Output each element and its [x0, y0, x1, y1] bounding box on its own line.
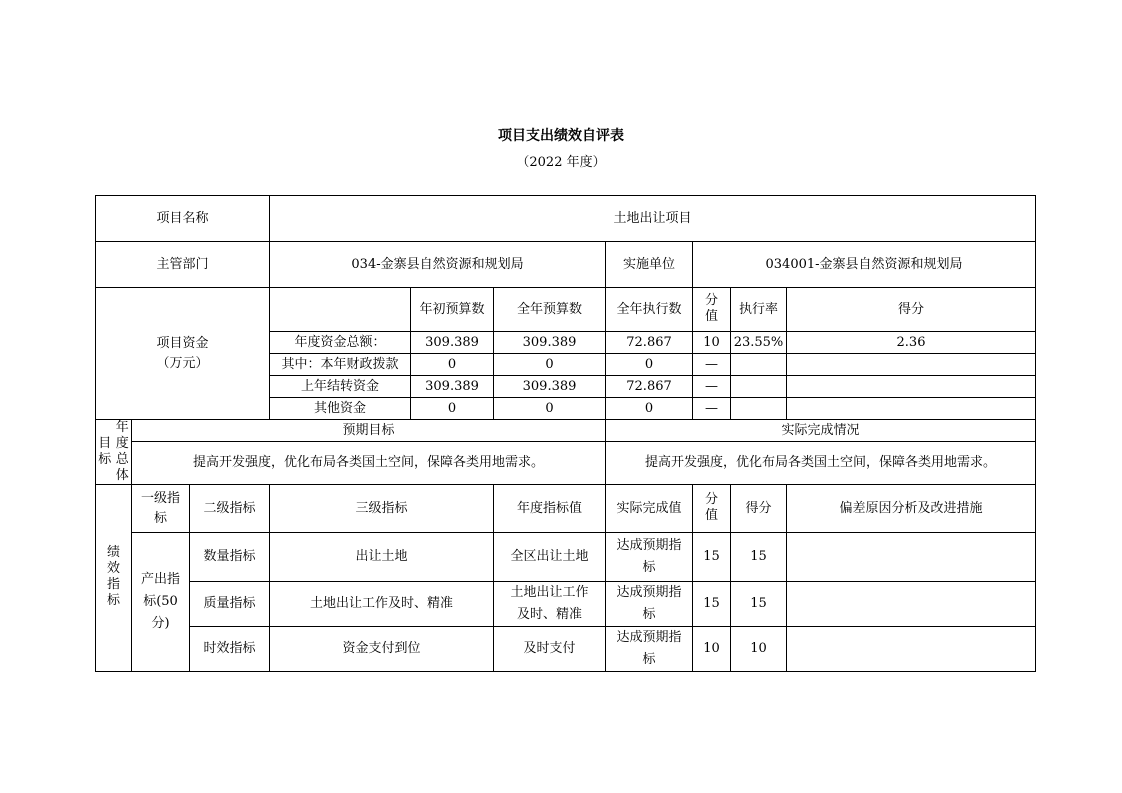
funds-row-initial: 309.389 [411, 376, 494, 398]
funds-row-executed: 72.867 [606, 332, 693, 354]
self-evaluation-table [95, 195, 1036, 672]
perf-row-level2: 质量指标 [190, 582, 270, 627]
funds-header-executed: 全年执行数 [606, 288, 693, 332]
perf-header-score-value: 分值 [693, 485, 731, 533]
funds-label [96, 288, 270, 420]
funds-row-score [787, 398, 1036, 420]
funds-row-initial: 0 [411, 354, 494, 376]
perf-row-remarks [787, 533, 1036, 582]
goals-inner-label: 年度总体 [115, 420, 129, 483]
funds-header-score: 得分 [787, 288, 1036, 332]
funds-row-annual: 309.389 [494, 376, 606, 398]
perf-header-level1: 一级指标 [132, 485, 190, 533]
funds-row-score-value: 10 [693, 332, 731, 354]
goals-expected-header: 预期目标 [132, 420, 606, 442]
goals-actual-header: 实际完成情况 [606, 420, 1036, 442]
perf-row-target: 及时支付 [494, 627, 606, 672]
funds-row-label: 其中：本年财政拨款 [270, 354, 411, 376]
funds-row-label: 其他资金 [270, 398, 411, 420]
funds-row-exec-rate [731, 398, 787, 420]
funds-row-initial: 0 [411, 398, 494, 420]
funds-header-blank [270, 288, 411, 332]
goals-row [96, 442, 1036, 485]
project-name-row [96, 196, 1036, 242]
perf-row-target: 土地出让工作及时、精准 [494, 582, 606, 627]
department-value: 034-金寨县自然资源和规划局 [270, 242, 606, 288]
perf-header-target: 年度指标值 [494, 485, 606, 533]
goals-actual: 提高开发强度，优化布局各类国土空间，保障各类用地需求。 [606, 442, 1036, 485]
funds-row-exec-rate: 23.55% [731, 332, 787, 354]
perf-label: 绩效指标 [96, 485, 132, 672]
funds-header-annual: 全年预算数 [494, 288, 606, 332]
funds-row-executed: 72.867 [606, 376, 693, 398]
funds-label-text: 项目资金 [156, 335, 209, 351]
funds-header-initial: 年初预算数 [411, 288, 494, 332]
perf-level1-output: 产出指标(50分) [132, 533, 190, 672]
perf-row-level3: 出让土地 [270, 533, 494, 582]
funds-row-annual: 0 [494, 398, 606, 420]
funds-row-executed: 0 [606, 398, 693, 420]
funds-row-score-value: — [693, 354, 731, 376]
perf-row-actual: 达成预期指标 [606, 582, 693, 627]
funds-row-label: 上年结转资金 [270, 376, 411, 398]
project-name-label: 项目名称 [96, 196, 270, 242]
goals-labels [96, 420, 132, 485]
funds-row-score: 2.36 [787, 332, 1036, 354]
perf-row-score: 15 [731, 582, 787, 627]
funds-row-executed: 0 [606, 354, 693, 376]
perf-header-level3: 三级指标 [270, 485, 494, 533]
perf-row [96, 582, 1036, 627]
perf-row-level3: 土地出让工作及时、精准 [270, 582, 494, 627]
perf-row [96, 533, 1036, 582]
perf-row-actual: 达成预期指标 [606, 533, 693, 582]
unit-label: 实施单位 [606, 242, 693, 288]
perf-row-level2: 数量指标 [190, 533, 270, 582]
goals-expected: 提高开发强度，优化布局各类国土空间，保障各类用地需求。 [132, 442, 606, 485]
funds-label-unit: （万元） [156, 355, 209, 371]
perf-header-actual: 实际完成值 [606, 485, 693, 533]
project-name-value: 土地出让项目 [270, 196, 1036, 242]
department-label: 主管部门 [96, 242, 270, 288]
perf-row-score-value: 15 [693, 582, 731, 627]
perf-row-level2: 时效指标 [190, 627, 270, 672]
funds-row-score [787, 376, 1036, 398]
funds-row-exec-rate [731, 354, 787, 376]
perf-header-level2: 二级指标 [190, 485, 270, 533]
perf-row-target: 全区出让土地 [494, 533, 606, 582]
funds-row-initial: 309.389 [411, 332, 494, 354]
perf-row-remarks [787, 582, 1036, 627]
page-subtitle: （2022 年度） [516, 155, 606, 170]
perf-row-score: 10 [731, 627, 787, 672]
perf-row-score-value: 10 [693, 627, 731, 672]
funds-row-annual: 0 [494, 354, 606, 376]
page-title: 项目支出绩效自评表 [498, 128, 624, 144]
perf-row-actual: 达成预期指标 [606, 627, 693, 672]
perf-row-level3: 资金支付到位 [270, 627, 494, 672]
goals-outer-label: 目标 [98, 436, 112, 467]
funds-row-score-value: — [693, 376, 731, 398]
perf-row-remarks [787, 627, 1036, 672]
funds-header-score-value: 分值 [693, 288, 731, 332]
funds-header-exec-rate: 执行率 [731, 288, 787, 332]
goals-header-row [96, 420, 1036, 442]
perf-row-score-value: 15 [693, 533, 731, 582]
unit-value: 034001-金寨县自然资源和规划局 [693, 242, 1036, 288]
funds-row-score-value: — [693, 398, 731, 420]
funds-header-row [96, 288, 1036, 332]
perf-row-score: 15 [731, 533, 787, 582]
perf-header-row [96, 485, 1036, 533]
perf-row [96, 627, 1036, 672]
funds-row-exec-rate [731, 376, 787, 398]
department-row [96, 242, 1036, 288]
funds-row-score [787, 354, 1036, 376]
funds-row-annual: 309.389 [494, 332, 606, 354]
perf-header-score: 得分 [731, 485, 787, 533]
perf-header-remarks: 偏差原因分析及改进措施 [787, 485, 1036, 533]
funds-row-label: 年度资金总额： [270, 332, 411, 354]
